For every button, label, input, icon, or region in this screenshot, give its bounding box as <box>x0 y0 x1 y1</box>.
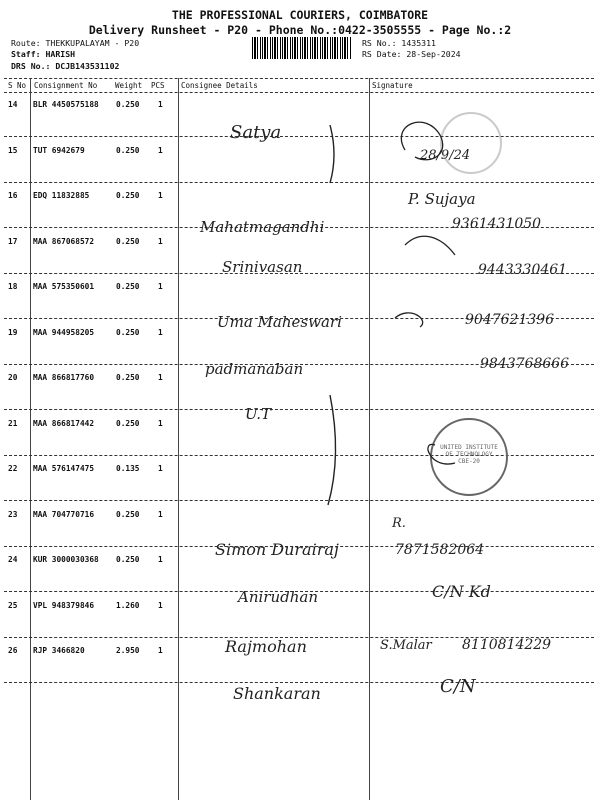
row-pcs: 1 <box>158 510 163 519</box>
column-divider <box>30 78 31 800</box>
handwritten-signature: C/N Kd <box>432 582 491 601</box>
drs-number: DRS No.: DCJB143531102 <box>11 61 120 71</box>
handwritten-name: Anirudhan <box>238 588 318 606</box>
row-consignment-no: TUT 6942679 <box>33 146 85 155</box>
row-pcs: 1 <box>158 419 163 428</box>
handwritten-name: padmanaban <box>205 360 304 378</box>
runsheet-title: Delivery Runsheet - P20 - Phone No.:0422-3505555 - Page No.:2 <box>88 23 512 37</box>
row-sno: 22 <box>8 464 18 473</box>
row-consignment-no: KUR 3000030368 <box>33 555 99 564</box>
rs-number: RS No.: 1435311 <box>362 38 436 48</box>
row-consignment-no: MAA 867068572 <box>33 237 95 246</box>
row-consignment-no: VPL 948379846 <box>33 601 95 610</box>
handwritten-phone: 9443330461 <box>478 262 568 278</box>
row-consignment-no: MAA 944958205 <box>33 328 95 337</box>
row-weight: 0.250 <box>116 510 140 519</box>
row-sno: 17 <box>8 237 18 246</box>
col-pcs: PCS <box>151 81 165 90</box>
handwritten-signature: C/N <box>440 676 476 697</box>
row-sno: 15 <box>8 146 18 155</box>
rule <box>4 78 594 79</box>
row-sno: 23 <box>8 510 18 519</box>
row-weight: 1.260 <box>116 601 140 610</box>
row-pcs: 1 <box>158 646 163 655</box>
handwritten-signature: S.Malar <box>380 638 432 653</box>
handwritten-phone: 8110814229 <box>462 637 552 653</box>
institute-stamp: UNITED INSTITUTE OF TECHNOLOGY CBE-20 <box>430 418 508 496</box>
handwritten-signature: R. <box>392 516 406 531</box>
handwritten-name: Rajmohan <box>225 637 307 656</box>
row-sno: 24 <box>8 555 18 564</box>
row-consignment-no: BLR 4450575188 <box>33 100 99 109</box>
row-weight: 0.250 <box>116 328 140 337</box>
row-pcs: 1 <box>158 191 163 200</box>
handwritten-signature: 28/9/24 <box>420 148 471 163</box>
row-sno: 14 <box>8 100 18 109</box>
handwritten-name: U.T <box>245 405 272 423</box>
barcode <box>252 37 352 59</box>
row-sno: 16 <box>8 191 18 200</box>
pen-strokes <box>180 95 580 515</box>
column-divider <box>178 78 179 800</box>
handwritten-name: Shankaran <box>233 684 321 703</box>
row-weight: 0.250 <box>116 100 140 109</box>
handwritten-phone: 9843768666 <box>480 356 570 372</box>
row-weight: 0.250 <box>116 419 140 428</box>
route: Route: THEKKUPALAYAM - P20 <box>11 38 140 48</box>
col-consignment: Consignment No <box>34 81 98 90</box>
row-consignment-no: MAA 704770716 <box>33 510 95 519</box>
row-sno: 18 <box>8 282 18 291</box>
handwritten-name: Srinivasan <box>222 258 303 276</box>
row-separator <box>4 682 594 683</box>
row-pcs: 1 <box>158 328 163 337</box>
row-sno: 25 <box>8 601 18 610</box>
row-weight: 0.250 <box>116 373 140 382</box>
handwritten-name: Mahatmagandhi <box>200 218 325 236</box>
row-consignment-no: MAA 866817442 <box>33 419 95 428</box>
row-pcs: 1 <box>158 100 163 109</box>
row-sno: 21 <box>8 419 18 428</box>
staff: Staff: HARISH <box>11 49 76 59</box>
rule <box>4 92 594 93</box>
row-sno: 26 <box>8 646 18 655</box>
row-pcs: 1 <box>158 146 163 155</box>
handwritten-phone: 9047621396 <box>465 312 555 328</box>
col-weight: Weight <box>115 81 143 90</box>
row-pcs: 1 <box>158 464 163 473</box>
handwritten-name: Simon Durairaj <box>215 540 339 559</box>
row-weight: 0.250 <box>116 237 140 246</box>
row-pcs: 1 <box>158 555 163 564</box>
row-pcs: 1 <box>158 601 163 610</box>
row-pcs: 1 <box>158 282 163 291</box>
row-weight: 0.250 <box>116 191 140 200</box>
row-consignment-no: MAA 575350601 <box>33 282 95 291</box>
row-consignment-no: EDQ 11832885 <box>33 191 90 200</box>
row-consignment-no: MAA 576147475 <box>33 464 95 473</box>
row-pcs: 1 <box>158 237 163 246</box>
company-name: THE PROFESSIONAL COURIERS, COIMBATORE <box>171 8 429 22</box>
handwritten-signature: P. Sujaya <box>408 190 476 208</box>
col-signature: Signature <box>372 81 413 90</box>
row-consignment-no: MAA 866817760 <box>33 373 95 382</box>
rs-date: RS Date: 28-Sep-2024 <box>362 49 461 59</box>
row-weight: 2.950 <box>116 646 140 655</box>
row-weight: 0.250 <box>116 555 140 564</box>
col-sno: S No <box>8 81 27 90</box>
handwritten-phone: 9361431050 <box>452 216 542 232</box>
row-weight: 0.250 <box>116 146 140 155</box>
row-pcs: 1 <box>158 373 163 382</box>
handwritten-name: Uma Maheswari <box>217 313 342 331</box>
row-weight: 0.135 <box>116 464 140 473</box>
handwritten-name: Satya <box>230 122 282 143</box>
row-weight: 0.250 <box>116 282 140 291</box>
handwritten-phone: 7871582064 <box>395 542 485 558</box>
row-sno: 19 <box>8 328 18 337</box>
col-consignee: Consignee Details <box>181 81 258 90</box>
row-sno: 20 <box>8 373 18 382</box>
row-consignment-no: RJP 3466820 <box>33 646 85 655</box>
